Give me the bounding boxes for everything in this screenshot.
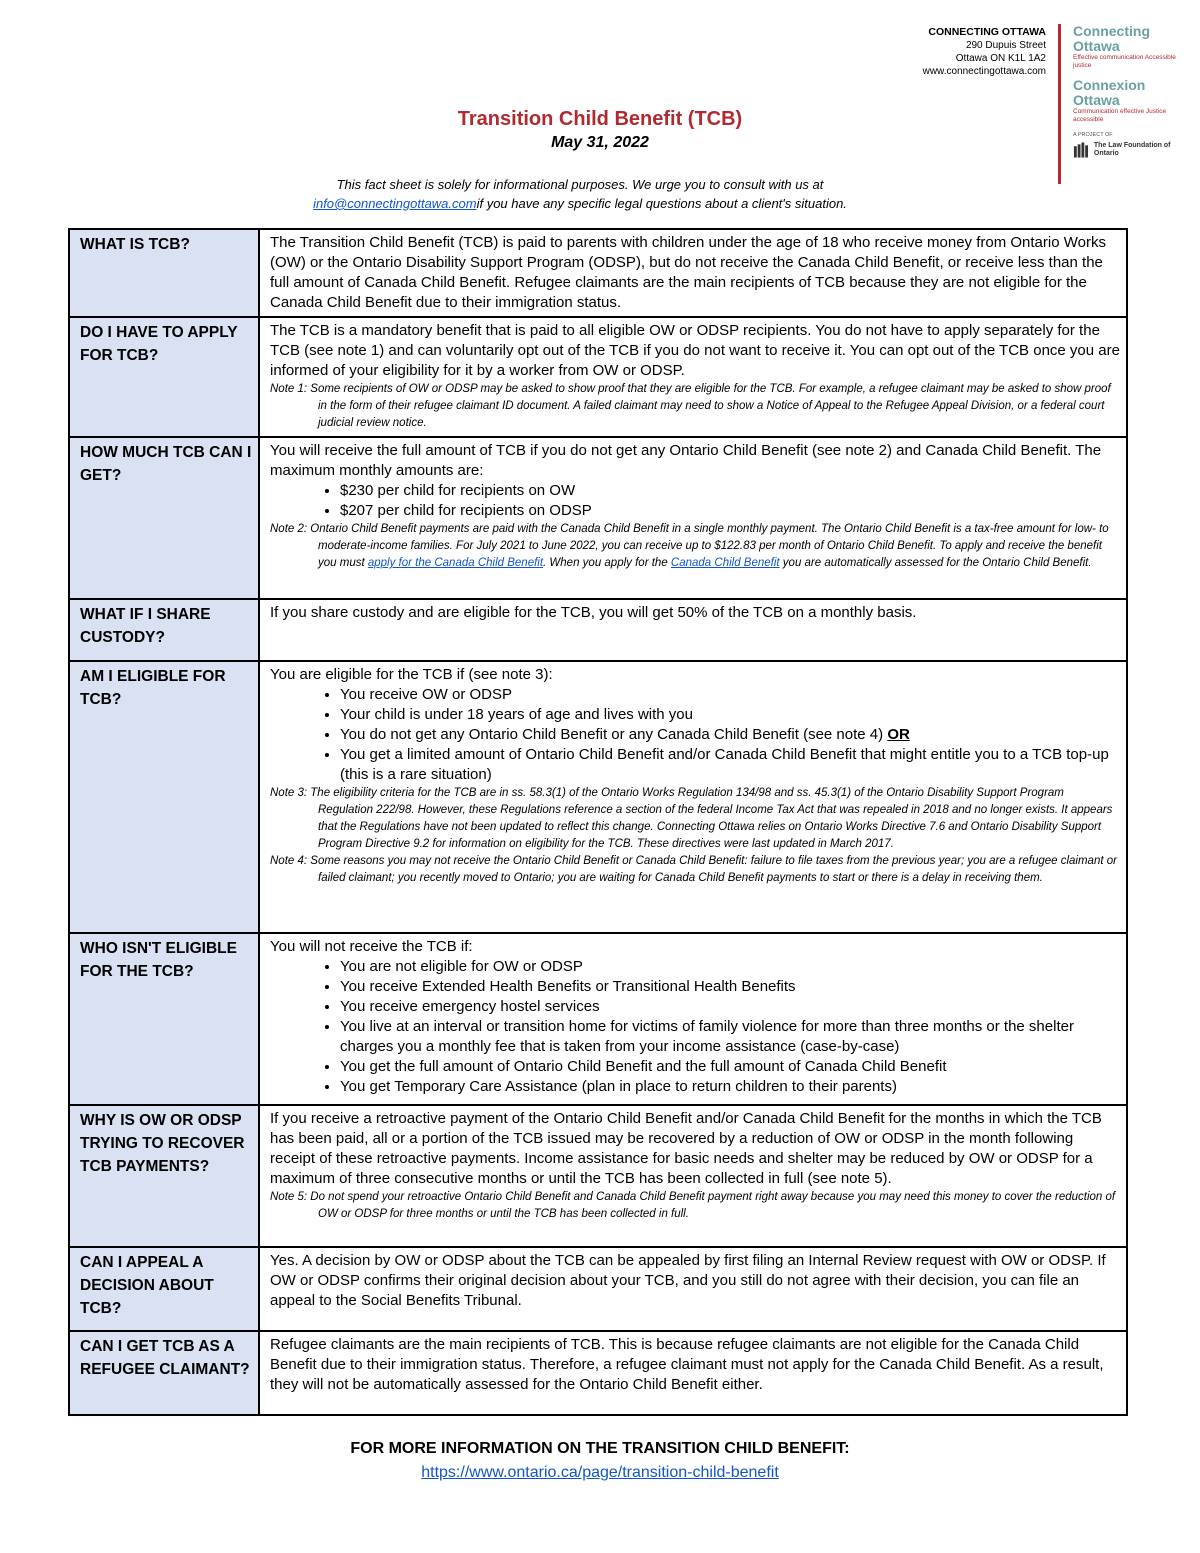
logo-brand-fr: Connexion Ottawa bbox=[1073, 77, 1146, 108]
table-row bbox=[69, 1105, 1127, 1247]
bullet-list bbox=[270, 685, 1120, 785]
table-row bbox=[69, 661, 1127, 933]
question-cell: HOW MUCH TCB CAN I GET? bbox=[69, 437, 259, 599]
or-emphasis: OR bbox=[887, 726, 910, 743]
list-item: • You get Temporary Care Assistance (plan in place to return children to their parents) bbox=[340, 1077, 1120, 1097]
answer-text: You will receive the full amount of TCB if you do not get any Ontario Child Benefit (see note 2) and Canada Child Benefit. The maximum monthly amounts are: bbox=[270, 442, 1102, 479]
ontario-tcb-link[interactable]: https://www.ontario.ca/page/transition-child-benefit bbox=[421, 1464, 779, 1481]
answer-cell bbox=[259, 1331, 1127, 1415]
table-row bbox=[69, 317, 1127, 437]
list-item-text: You do not get any Ontario Child Benefit or any Canada Child Benefit (see note 4) bbox=[340, 726, 884, 743]
note-2-text-end: you are automatically assessed for the Ontario Child Benefit. bbox=[782, 557, 1092, 569]
list-item: • You get a limited amount of Ontario Child Benefit and/or Canada Child Benefit that might entitle you to a TCB top-up (this is a rare situation) bbox=[340, 745, 1120, 785]
org-address-line2: Ottawa ON K1L 1A2 bbox=[955, 53, 1046, 64]
answer-cell bbox=[259, 229, 1127, 317]
list-item: • $207 per child for recipients on ODSP bbox=[340, 501, 1120, 521]
list-item: • You receive Extended Health Benefits or Transitional Health Benefits bbox=[340, 977, 1120, 997]
question-cell: WHAT IS TCB? bbox=[69, 229, 259, 317]
list-item bbox=[340, 725, 1120, 745]
question-cell: WHAT IF I SHARE CUSTODY? bbox=[69, 599, 259, 661]
note-2-text-mid: . When you apply for the bbox=[543, 557, 668, 569]
footer-heading: FOR MORE INFORMATION ON THE TRANSITION CHILD BENEFIT: bbox=[350, 1440, 850, 1457]
answer-text: Yes. A decision by OW or ODSP about the TCB can be appealed by first filing an Internal Review request with OW or ODSP. If OW or ODSP confirms their original decision about your TCB, and you still do not agree with their decision, you can file an appeal to the Social Benefits Tribunal. bbox=[270, 1252, 1106, 1309]
question-cell: WHY IS OW OR ODSP TRYING TO RECOVER TCB PAYMENTS? bbox=[69, 1105, 259, 1247]
answer-cell bbox=[259, 599, 1127, 661]
org-contact bbox=[870, 26, 1046, 78]
list-item: • You receive OW or ODSP bbox=[340, 685, 1120, 705]
bullet-list bbox=[270, 957, 1120, 1097]
org-address-line1: 290 Dupuis Street bbox=[965, 40, 1046, 51]
apply-ccb-link[interactable]: apply for the Canada Child Benefit bbox=[367, 557, 544, 569]
answer-cell bbox=[259, 661, 1127, 933]
list-item: • Your child is under 18 years of age and lives with you bbox=[340, 705, 1120, 725]
answer-text: If you receive a retroactive payment of the Ontario Child Benefit and/or Canada Child Benefit for the months in which the TCB has been paid, all or a portion of the TCB issued may be recovered by a reduction of OW or ODSP in the month following receipt of these retroactive payments. Income assistance for basic needs and shelter may be reduced by OW or ODSP for a maximum of three consecutive months or until the TCB has been collected in full (see note 5). bbox=[270, 1110, 1102, 1187]
faq-table bbox=[68, 228, 1128, 1416]
question-cell: DO I HAVE TO APPLY FOR TCB? bbox=[69, 317, 259, 437]
page-date: May 31, 2022 bbox=[551, 134, 649, 151]
table-row bbox=[69, 1331, 1127, 1415]
note-text bbox=[270, 521, 1120, 572]
note-2-text: Note 2: Ontario Child Benefit payments are paid with the Canada Child Benefit in a single monthly payment. The Ontario Child Benefit is a tax-free amount for low- to moderate-income families. For July 2021 to June 2022, you can receive up to $122.83 per month of Ontario Child Benefit. To apply and receive the benefit you must bbox=[270, 523, 1109, 569]
disclaimer-text: This fact sheet is solely for informational purposes. We urge you to consult with us at bbox=[336, 177, 824, 192]
answer-text: The TCB is a mandatory benefit that is paid to all eligible OW or ODSP recipients. You do not have to apply separately for the TCB (see note 1) and can voluntarily opt out of the TCB if you do not want to receive it. You can opt out of the TCB once you are informed of your eligibility for it by a worker from OW or ODSP. bbox=[270, 322, 1120, 379]
law-foundation-name: The Law Foundation of Ontario bbox=[1093, 142, 1171, 157]
answer-cell bbox=[259, 437, 1127, 599]
list-item: • You are not eligible for OW or ODSP bbox=[340, 957, 1120, 977]
list-item: • You get the full amount of Ontario Child Benefit and the full amount of Canada Child Benefit bbox=[340, 1057, 1120, 1077]
list-item: • You receive emergency hostel services bbox=[340, 997, 1120, 1017]
question-cell: WHO ISN'T ELIGIBLE FOR THE TCB? bbox=[69, 933, 259, 1105]
table-row bbox=[69, 229, 1127, 317]
answer-text: Refugee claimants are the main recipients of TCB. This is because refugee claimants are not eligible for the Canada Child Benefit due to their immigration status. Therefore, a refugee claimant must not apply for the Canada Child Benefit. As a result, they will not be automatically assessed for the Ontario Child Benefit either. bbox=[270, 1336, 1104, 1393]
logo-tagline-en: Effective communication Accessible justice bbox=[1073, 54, 1176, 69]
note-text: Note 3: The eligibility criteria for the TCB are in ss. 58.3(1) of the Ontario Works Regulation 134/98 and ss. 45.3(1) of the Ontario Disability Support Program Regulation 222/98. However, these Regulations reference a section of the federal Income Tax Act that was repealed in 2018 and no longer exists. It appears that the Regulations have not been updated to reflect this change. Connecting Ottawa relies on Ontario Works Directive 7.6 and Ontario Disability Support Program Directive 9.2 for information on eligibility for the TCB. These directives were last updated in March 2017. bbox=[270, 787, 1113, 850]
table-row bbox=[69, 437, 1127, 599]
answer-text: You will not receive the TCB if: bbox=[270, 938, 473, 955]
contact-email-link[interactable]: info@connectingottawa.com bbox=[313, 196, 477, 211]
table-row bbox=[69, 599, 1127, 661]
logo-tagline-fr: Communication effective Justice accessible bbox=[1073, 108, 1167, 123]
list-item: • You live at an interval or transition home for victims of family violence for more than three months or the shelter charges you a monthly fee that is taken from your income assistance (case-by-case) bbox=[340, 1017, 1120, 1057]
logo-brand-en: Connecting Ottawa bbox=[1073, 23, 1150, 54]
ccb-link[interactable]: Canada Child Benefit bbox=[670, 557, 780, 569]
answer-text: You are eligible for the TCB if (see note 3): bbox=[270, 666, 553, 683]
org-name: CONNECTING OTTAWA bbox=[928, 26, 1046, 38]
note-text: Note 4: Some reasons you may not receive the Ontario Child Benefit or Canada Child Benefit: failure to file taxes from the previous year; you are a refugee claimant or failed claimant; you recently moved to Ontario; you are waiting for Canada Child Benefit payments to start or there is a delay in receiving them. bbox=[270, 855, 1117, 884]
answer-text: If you share custody and are eligible for the TCB, you will get 50% of the TCB on a monthly basis. bbox=[270, 604, 917, 621]
bullet-list bbox=[270, 481, 1120, 521]
disclaimer-text-end: if you have any specific legal questions about a client's situation. bbox=[476, 196, 847, 211]
answer-cell bbox=[259, 1105, 1127, 1247]
question-cell: CAN I APPEAL A DECISION ABOUT TCB? bbox=[69, 1247, 259, 1331]
note-text: Note 1: Some recipients of OW or ODSP may be asked to show proof that they are eligible for the TCB. For example, a refugee claimant may be asked to show proof in the form of their refugee claimant ID document. A failed claimant may need to show a Notice of Appeal to the Refugee Appeal Division, or a federal court judicial review notice. bbox=[270, 383, 1111, 429]
question-cell: CAN I GET TCB AS A REFUGEE CLAIMANT? bbox=[69, 1331, 259, 1415]
footer-link-wrap bbox=[0, 1464, 1200, 1482]
answer-cell bbox=[259, 1247, 1127, 1331]
note-text: Note 5: Do not spend your retroactive Ontario Child Benefit and Canada Child Benefit payment right away because you may need this money to cover the reduction of OW or ODSP for three months or until the TCB has been collected in full. bbox=[270, 1191, 1116, 1220]
table-row bbox=[69, 1247, 1127, 1331]
logo-project-of: A PROJECT OF bbox=[1073, 132, 1113, 138]
disclaimer bbox=[220, 175, 940, 213]
connecting-ottawa-logo bbox=[1058, 24, 1191, 184]
list-item: • $230 per child for recipients on OW bbox=[340, 481, 1120, 501]
page-title: Transition Child Benefit (TCB) bbox=[457, 108, 743, 130]
answer-cell bbox=[259, 933, 1127, 1105]
answer-cell bbox=[259, 317, 1127, 437]
table-row bbox=[69, 933, 1127, 1105]
org-website: www.connectingottawa.com bbox=[922, 66, 1046, 77]
answer-text: The Transition Child Benefit (TCB) is paid to parents with children under the age of 18 who receive money from Ontario Works (OW) or the Ontario Disability Support Program (ODSP), but do not receive the Canada Child Benefit, or receive less than the full amount of Canada Child Benefit. Refugee claimants are the main recipients of TCB because they are not eligible for the Canada Child Benefit due to their immigration status. bbox=[270, 234, 1106, 311]
question-cell: AM I ELIGIBLE FOR TCB? bbox=[69, 661, 259, 933]
